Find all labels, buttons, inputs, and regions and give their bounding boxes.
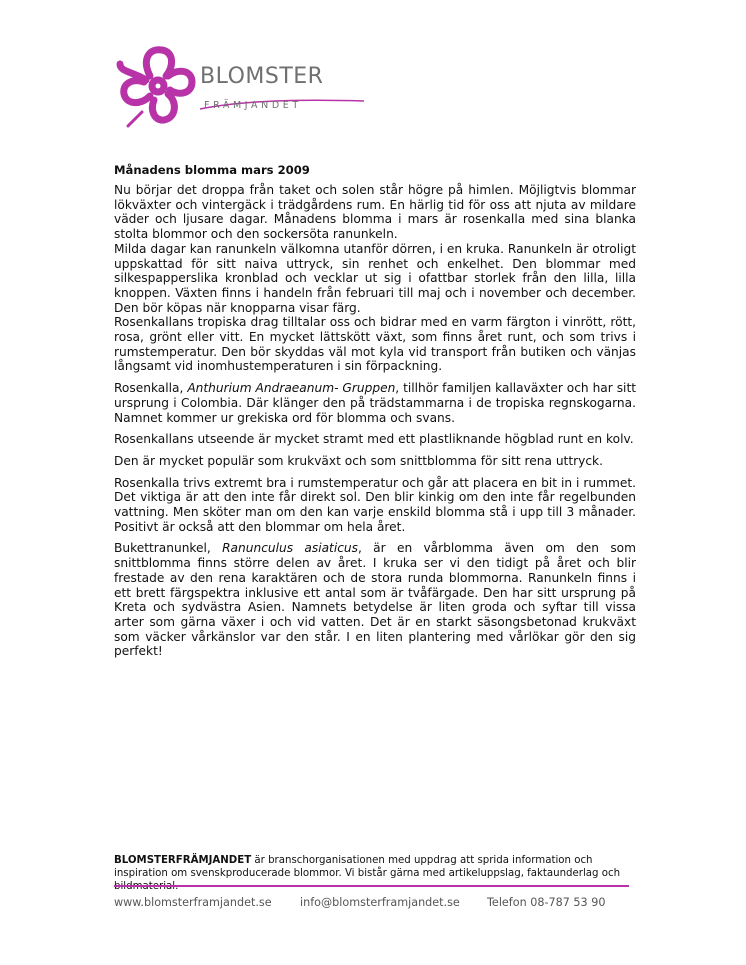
species-intro: Bukettranunkel, bbox=[114, 541, 223, 556]
article-paragraph: Rosenkallans utseende är mycket stramt med ett plastliknande högblad runt en kolv. bbox=[114, 432, 634, 447]
footer-email-link[interactable]: info@blomsterframjandet.se bbox=[300, 896, 460, 909]
footer-org-desc: är branschorganisationen med uppdrag att sprida information och inspiration om svenskproducerade blommor. Vi bistår gärna med artikeluppslag, faktaunderlag och bbox=[114, 855, 621, 879]
species-latin-name: Anthurium Andraeanum- Gruppen bbox=[187, 381, 396, 396]
article-paragraph: Rosenkalla trivs extremt bra i rumstemperatur och går att placera en bit in i rummet. Det viktiga är att den inte får direkt sol. Den blir kinkig om den inte får regelbunden vattning. Men sköter man om den kan varje enskild blomma stå i upp till 3 månader. Positivt är också att den blommar om hela året. bbox=[114, 475, 636, 534]
species-text: , tillhör familjen kallaväxter och har sitt ursprung i Colombia. Där klänger den på trädstammarna i de tropiska regnskogarna. Namnet kommer ur grekiska ord för blomma och svans. bbox=[114, 381, 636, 425]
footer-phone: Telefon 08-787 53 90 bbox=[487, 896, 606, 909]
article-paragraph bbox=[114, 381, 636, 425]
footer-org-name: BLOMSTERFRÄMJANDET bbox=[114, 855, 252, 866]
footer-divider bbox=[114, 885, 629, 887]
article-paragraph: Milda dagar kan ranunkeln välkomna utanför dörren, i en kruka. Ranunkeln är otroligt uppskattad för sitt naiva uttryck, sin renhet och enkelhet. Den blommar med silkespapperslika kronblad och vecklar ut sig i ofattbar storlek från den lilla, lilla knoppen. Växten finns i handeln från februari till maj och i november och december. Den bör köpas när knopparna visar färg. bbox=[114, 241, 636, 315]
footer-description bbox=[114, 854, 634, 893]
flower-logo-icon bbox=[112, 42, 204, 132]
article-paragraph bbox=[114, 541, 636, 659]
article bbox=[114, 163, 636, 666]
brand-logo bbox=[112, 42, 372, 132]
species-intro: Rosenkalla, bbox=[114, 381, 188, 396]
footer-website-link[interactable]: www.blomsterframjandet.se bbox=[114, 896, 272, 909]
article-title: Månadens blomma mars 2009 bbox=[114, 163, 310, 177]
article-paragraph: Rosenkallans tropiska drag tilltalar oss och bidrar med en varm färgton i vinrött, rött, rosa, grönt eller vitt. En mycket lättskött växt, som finns året runt, och som trivs i rumstemperatur. Den bör skyddas väl mot kyla vid transport från butiken och vänjas långsamt vid inomhustemperaturen i sin förpackning. bbox=[114, 315, 636, 374]
article-paragraph: Den är mycket populär som krukväxt och som snittblomma för sitt rena uttryck. bbox=[114, 453, 603, 468]
species-text: , är en vårblomma även om den som snittblomma finns större delen av året. I kruka ser vi den tidigt på året och blir frestade av den rena karaktären och de stora runda blommorna. Ranunkeln finns i ett brett färgspektra inklusive ett antal som är tvåfärgade. Den har sitt ursprung på Kreta och sydvästra Asien. Namnets betydelse är liten groda och syftar till vissa arter som gärna växer i och vid vatten. Det är en starkt säsongsbetonad krukväxt som väcker vårkänslor var den står. I en liten plantering med vårlökar gör den sig perfekt! bbox=[114, 541, 636, 659]
brand-subtitle: FRÄMJANDET bbox=[204, 100, 302, 111]
article-paragraph: Nu börjar det droppa från taket och solen står högre på himlen. Möjligtvis blommar lökväxter och vintergäck i trädgårdens rum. En härlig tid för oss att njuta av mildare väder och ljusare dagar. Månadens blomma i mars är rosenkalla med sina blanka stolta blommor och den sockersöta ranunkeln. bbox=[114, 183, 636, 242]
species-latin-name: Ranunculus asiaticus bbox=[222, 541, 358, 556]
brand-name: BLOMSTER bbox=[200, 64, 324, 89]
